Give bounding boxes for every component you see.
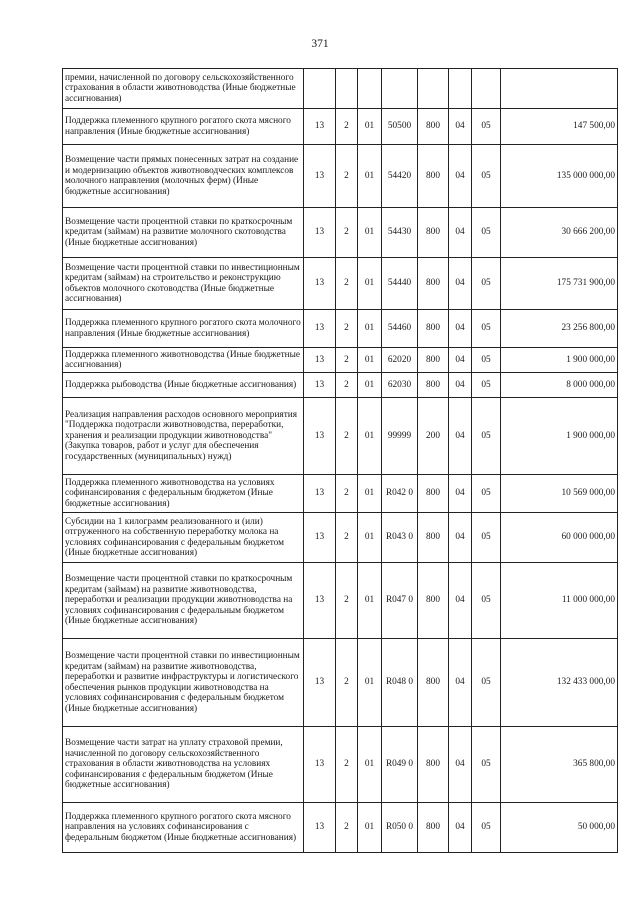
ministry-code-cell: 13: [304, 348, 336, 373]
expense-type-cell: 800: [418, 145, 449, 208]
subprogram-code-cell: 01: [358, 727, 382, 803]
expense-type-cell: 800: [418, 727, 449, 803]
subprogram-code-cell: 01: [358, 398, 382, 475]
expense-name-cell: Поддержка племенного крупного рогатого скота мясного направления (Иные бюджетные ассигнования): [63, 109, 304, 145]
amount-cell: 11 000 000,00: [501, 563, 618, 639]
table-row: [63, 475, 618, 513]
ministry-code-cell: 13: [304, 475, 336, 513]
direction-code-cell: R047 0: [382, 563, 418, 639]
table-row: [63, 727, 618, 803]
subsection-cell: 05: [472, 803, 501, 853]
subsection-cell: 05: [472, 563, 501, 639]
expense-name-cell: Возмещение части прямых понесенных затрат на создание и модернизацию объектов животноводческих комплексов молочного направления (молочных ферм) (Иные бюджетные ассигнования): [63, 145, 304, 208]
ministry-code-cell: [304, 69, 336, 109]
expense-name-cell: Возмещение части затрат на уплату страховой премии, начисленной по договору сельскохозяйственного страхования в области животноводства на условиях софинансирования с федеральным бюджетом (Иные бюджетные ассигнования): [63, 727, 304, 803]
table-row: [63, 803, 618, 853]
amount-cell: 147 500,00: [501, 109, 618, 145]
direction-code-cell: [382, 69, 418, 109]
section-cell: 04: [449, 208, 472, 258]
table-row: [63, 398, 618, 475]
program-code-cell: 2: [336, 373, 358, 398]
expense-name-cell: Субсидии на 1 килограмм реализованного и (или) отгруженного на собственную переработку молока на условиях софинансирования с федеральным бюджетом (Иные бюджетные ассигнования): [63, 513, 304, 563]
ministry-code-cell: 13: [304, 639, 336, 727]
section-cell: 04: [449, 348, 472, 373]
table-row: [63, 109, 618, 145]
expense-type-cell: 800: [418, 373, 449, 398]
subsection-cell: 05: [472, 310, 501, 348]
direction-code-cell: 50500: [382, 109, 418, 145]
table-row: [63, 348, 618, 373]
table-row: [63, 639, 618, 727]
subsection-cell: 05: [472, 475, 501, 513]
ministry-code-cell: 13: [304, 145, 336, 208]
subprogram-code-cell: 01: [358, 513, 382, 563]
expense-name-cell: премии, начисленной по договору сельскохозяйственного страхования в области животноводства (Иные бюджетные ассигнования): [63, 69, 304, 109]
expense-name-cell: Поддержка племенного животноводства (Иные бюджетные ассигнования): [63, 348, 304, 373]
subsection-cell: 05: [472, 145, 501, 208]
program-code-cell: 2: [336, 563, 358, 639]
expense-type-cell: [418, 69, 449, 109]
direction-code-cell: R050 0: [382, 803, 418, 853]
section-cell: 04: [449, 310, 472, 348]
ministry-code-cell: 13: [304, 563, 336, 639]
amount-cell: 23 256 800,00: [501, 310, 618, 348]
amount-cell: 132 433 000,00: [501, 639, 618, 727]
table-row: [63, 69, 618, 109]
subprogram-code-cell: 01: [358, 803, 382, 853]
program-code-cell: 2: [336, 398, 358, 475]
program-code-cell: 2: [336, 475, 358, 513]
program-code-cell: 2: [336, 310, 358, 348]
amount-cell: 1 900 000,00: [501, 398, 618, 475]
program-code-cell: 2: [336, 513, 358, 563]
direction-code-cell: 62030: [382, 373, 418, 398]
subprogram-code-cell: [358, 69, 382, 109]
table-row: [63, 513, 618, 563]
direction-code-cell: R043 0: [382, 513, 418, 563]
expense-name-cell: Возмещение части процентной ставки по краткосрочным кредитам (займам) на развитие молочного скотоводства (Иные бюджетные ассигнования): [63, 208, 304, 258]
expense-name-cell: Поддержка племенного животноводства на условиях софинансирования с федеральным бюджетом (Иные бюджетные ассигнования): [63, 475, 304, 513]
expense-type-cell: 800: [418, 348, 449, 373]
subprogram-code-cell: 01: [358, 563, 382, 639]
subprogram-code-cell: 01: [358, 475, 382, 513]
direction-code-cell: 62020: [382, 348, 418, 373]
section-cell: 04: [449, 475, 472, 513]
expense-name-cell: Возмещение части процентной ставки по инвестиционным кредитам (займам) на развитие животноводства, переработки и развитие инфраструктуры и логистического обеспечения рынков продукции животноводства на условиях софинансирования с федеральным бюджетом (Иные бюджетные ассигнования): [63, 639, 304, 727]
program-code-cell: 2: [336, 109, 358, 145]
program-code-cell: 2: [336, 348, 358, 373]
subsection-cell: 05: [472, 258, 501, 310]
expense-name-cell: Поддержка рыбоводства (Иные бюджетные ассигнования): [63, 373, 304, 398]
amount-cell: 60 000 000,00: [501, 513, 618, 563]
subsection-cell: 05: [472, 727, 501, 803]
ministry-code-cell: 13: [304, 513, 336, 563]
section-cell: 04: [449, 803, 472, 853]
program-code-cell: 2: [336, 803, 358, 853]
expense-type-cell: 800: [418, 310, 449, 348]
expense-name-cell: Поддержка племенного крупного рогатого скота молочного направления (Иные бюджетные ассигнования): [63, 310, 304, 348]
program-code-cell: 2: [336, 208, 358, 258]
expense-type-cell: 200: [418, 398, 449, 475]
subsection-cell: 05: [472, 373, 501, 398]
amount-cell: 175 731 900,00: [501, 258, 618, 310]
expense-type-cell: 800: [418, 513, 449, 563]
direction-code-cell: 54430: [382, 208, 418, 258]
subprogram-code-cell: 01: [358, 310, 382, 348]
amount-cell: 1 900 000,00: [501, 348, 618, 373]
program-code-cell: 2: [336, 258, 358, 310]
table-row: [63, 310, 618, 348]
amount-cell: 8 000 000,00: [501, 373, 618, 398]
table-row: [63, 373, 618, 398]
expense-name-cell: Возмещение части процентной ставки по краткосрочным кредитам (займам) на развитие животноводства, переработки и реализации продукции животноводства на условиях софинансирования с федеральным бюджетом (Иные бюджетные ассигнования): [63, 563, 304, 639]
budget-table: [62, 68, 618, 853]
section-cell: 04: [449, 258, 472, 310]
table-row: [63, 258, 618, 310]
direction-code-cell: R042 0: [382, 475, 418, 513]
subprogram-code-cell: 01: [358, 109, 382, 145]
amount-cell: 135 000 000,00: [501, 145, 618, 208]
subsection-cell: 05: [472, 208, 501, 258]
expense-type-cell: 800: [418, 563, 449, 639]
subprogram-code-cell: 01: [358, 145, 382, 208]
table-body: [63, 69, 618, 853]
table-row: [63, 208, 618, 258]
expense-type-cell: 800: [418, 803, 449, 853]
subsection-cell: 05: [472, 513, 501, 563]
amount-cell: 50 000,00: [501, 803, 618, 853]
amount-cell: 365 800,00: [501, 727, 618, 803]
section-cell: 04: [449, 639, 472, 727]
section-cell: [449, 69, 472, 109]
program-code-cell: 2: [336, 727, 358, 803]
amount-cell: 30 666 200,00: [501, 208, 618, 258]
amount-cell: 10 569 000,00: [501, 475, 618, 513]
subsection-cell: [472, 69, 501, 109]
table-row: [63, 563, 618, 639]
subprogram-code-cell: 01: [358, 208, 382, 258]
subprogram-code-cell: 01: [358, 258, 382, 310]
section-cell: 04: [449, 398, 472, 475]
expense-name-cell: Реализация направления расходов основного мероприятия "Поддержка подотрасли животноводства, переработки, хранения и реализации продукции животноводства" (Закупка товаров, работ и услуг для обеспечения государственных (муниципальных) нужд): [63, 398, 304, 475]
program-code-cell: 2: [336, 145, 358, 208]
direction-code-cell: R049 0: [382, 727, 418, 803]
subsection-cell: 05: [472, 348, 501, 373]
subsection-cell: 05: [472, 639, 501, 727]
direction-code-cell: 54460: [382, 310, 418, 348]
section-cell: 04: [449, 109, 472, 145]
expense-type-cell: 800: [418, 639, 449, 727]
section-cell: 04: [449, 727, 472, 803]
program-code-cell: [336, 69, 358, 109]
subprogram-code-cell: 01: [358, 348, 382, 373]
subsection-cell: 05: [472, 398, 501, 475]
ministry-code-cell: 13: [304, 398, 336, 475]
direction-code-cell: 99999: [382, 398, 418, 475]
section-cell: 04: [449, 563, 472, 639]
page-number: 371: [311, 38, 329, 50]
section-cell: 04: [449, 373, 472, 398]
direction-code-cell: 54440: [382, 258, 418, 310]
amount-cell: [501, 69, 618, 109]
table-row: [63, 145, 618, 208]
ministry-code-cell: 13: [304, 373, 336, 398]
expense-type-cell: 800: [418, 475, 449, 513]
ministry-code-cell: 13: [304, 310, 336, 348]
expense-type-cell: 800: [418, 258, 449, 310]
subprogram-code-cell: 01: [358, 373, 382, 398]
expense-type-cell: 800: [418, 208, 449, 258]
ministry-code-cell: 13: [304, 208, 336, 258]
ministry-code-cell: 13: [304, 109, 336, 145]
section-cell: 04: [449, 145, 472, 208]
expense-name-cell: Возмещение части процентной ставки по инвестиционным кредитам (займам) на строительство и реконструкцию объектов молочного скотоводства (Иные бюджетные ассигнования): [63, 258, 304, 310]
direction-code-cell: 54420: [382, 145, 418, 208]
expense-name-cell: Поддержка племенного крупного рогатого скота мясного направления на условиях софинансирования с федеральным бюджетом (Иные бюджетные ассигнования): [63, 803, 304, 853]
expense-type-cell: 800: [418, 109, 449, 145]
ministry-code-cell: 13: [304, 803, 336, 853]
subprogram-code-cell: 01: [358, 639, 382, 727]
subsection-cell: 05: [472, 109, 501, 145]
section-cell: 04: [449, 513, 472, 563]
program-code-cell: 2: [336, 639, 358, 727]
ministry-code-cell: 13: [304, 258, 336, 310]
ministry-code-cell: 13: [304, 727, 336, 803]
direction-code-cell: R048 0: [382, 639, 418, 727]
